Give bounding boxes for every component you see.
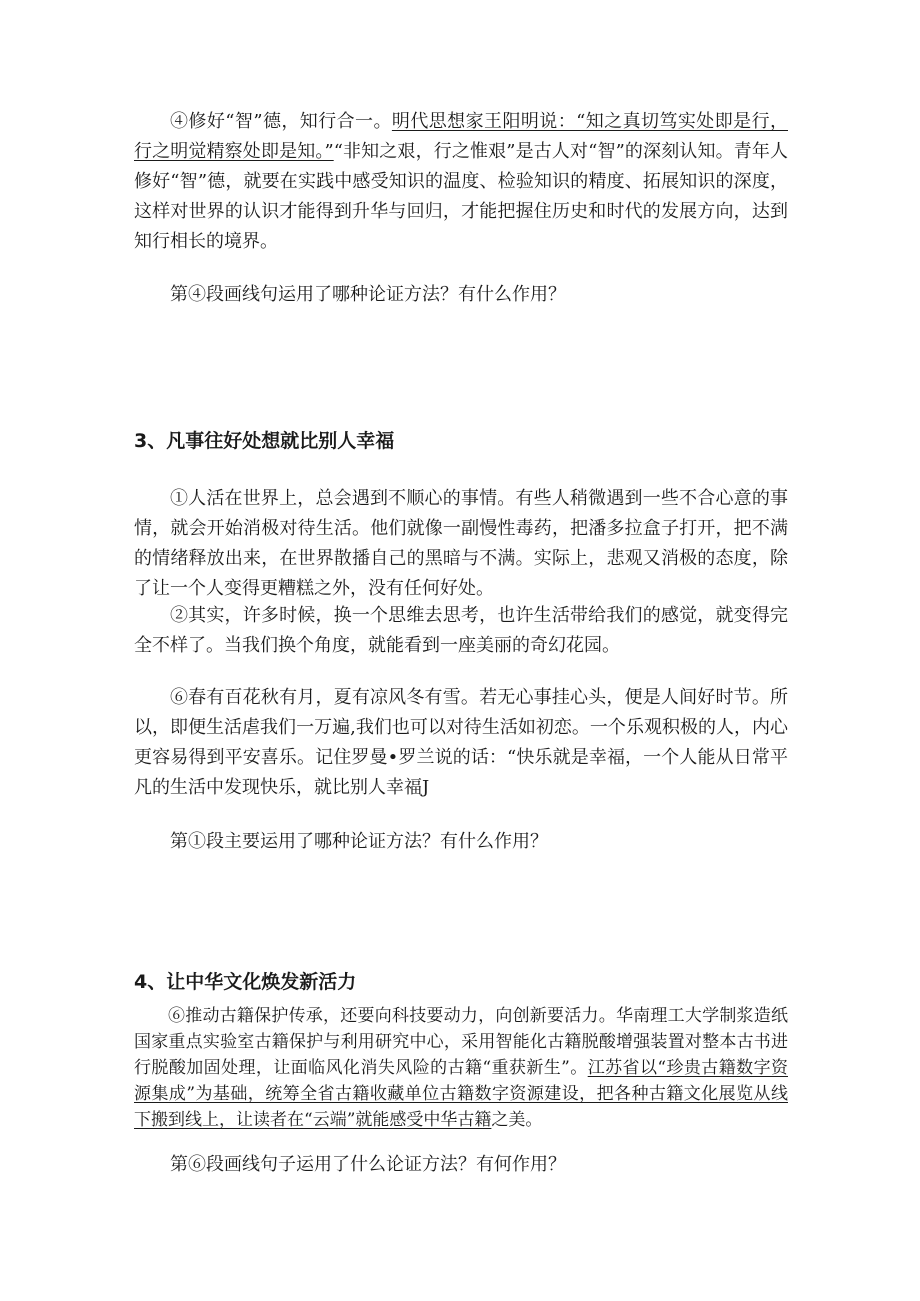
paragraph-lead: ⑥推动古籍保护传承，还要向科技要动力，向创新要活力。华南理工大学制浆造纸国家重点实验室古籍保护与利用研究中心，采用智能化古籍脱酸增强装置对整本古书进行脱酸加固处理，让面临风化消失风险的古籍“重获新生”。 xyxy=(134,1006,788,1078)
section4-paragraph-6 xyxy=(134,1003,788,1133)
paragraph-lead: ④修好“智”德，知行合一。 xyxy=(170,111,392,132)
section3-paragraph-2: ②其实，许多时候，换一个思维去思考，也许生活带给我们的感觉，就变得完全不样了。当我们换个角度，就能看到一座美丽的奇幻花园。 xyxy=(134,605,788,656)
section3-paragraph-6: ⑥春有百花秋有月，夏有凉风冬有雪。若无心事挂心头，便是人间好时节。所以，即便生活虐我们一万遍,我们也可以对待生活如初恋。一个乐观积极的人，内心更容易得到平安喜乐。记住罗曼•罗兰说的话：“快乐就是幸福，一个人能从日常平凡的生活中发现快乐，就比别人幸福J xyxy=(134,687,788,798)
section4-question: 第⑥段画线句子运用了什么论证方法？有何作用？ xyxy=(170,1154,566,1175)
section2-paragraph-4 xyxy=(134,107,788,257)
paragraph-rest: “非知之艰，行之惟艰”是古人对“智”的深刻认知。青年人修好“智”德，就要在实践中感受知识的温度、检验知识的精度、拓展知识的深度，这样对世界的认识才能得到升华与回归，才能把握住历史和时代的发展方向，达到知行相长的境界。 xyxy=(134,141,788,252)
underlined-sentence: 江苏省以“珍贵古籍数字资源集成”为基础，统筹全省古籍收藏单位古籍数字资源建设，把各种古籍文化展览从线下搬到线上，让读者在“云端”就能感受中华古籍 xyxy=(134,1058,788,1130)
section2-question: 第④段画线句运用了哪种论证方法？有什么作用？ xyxy=(170,284,566,305)
section3-heading: 3、凡事往好处想就比别人幸福 xyxy=(134,430,395,452)
paragraph-tail: 之美。 xyxy=(491,1110,543,1130)
section4-heading: 4、让中华文化焕发新活力 xyxy=(134,971,357,993)
section3-question: 第①段主要运用了哪种论证方法？有什么作用？ xyxy=(170,831,548,852)
section3-paragraph-1: ①人活在世界上，总会遇到不顺心的事情。有些人稍微遇到一些不合心意的事情，就会开始消极对待生活。他们就像一副慢性毒药，把潘多拉盒子打开，把不满的情绪释放出来，在世界散播自己的黑暗与不满。实际上，悲观又消极的态度，除了让一个人变得更糟糕之外，没有任何好处。 xyxy=(134,488,788,599)
underlined-quote: 明代思想家王阳明说：“知之真切笃实处即是行，行之明觉精察处即是知。” xyxy=(134,111,788,162)
